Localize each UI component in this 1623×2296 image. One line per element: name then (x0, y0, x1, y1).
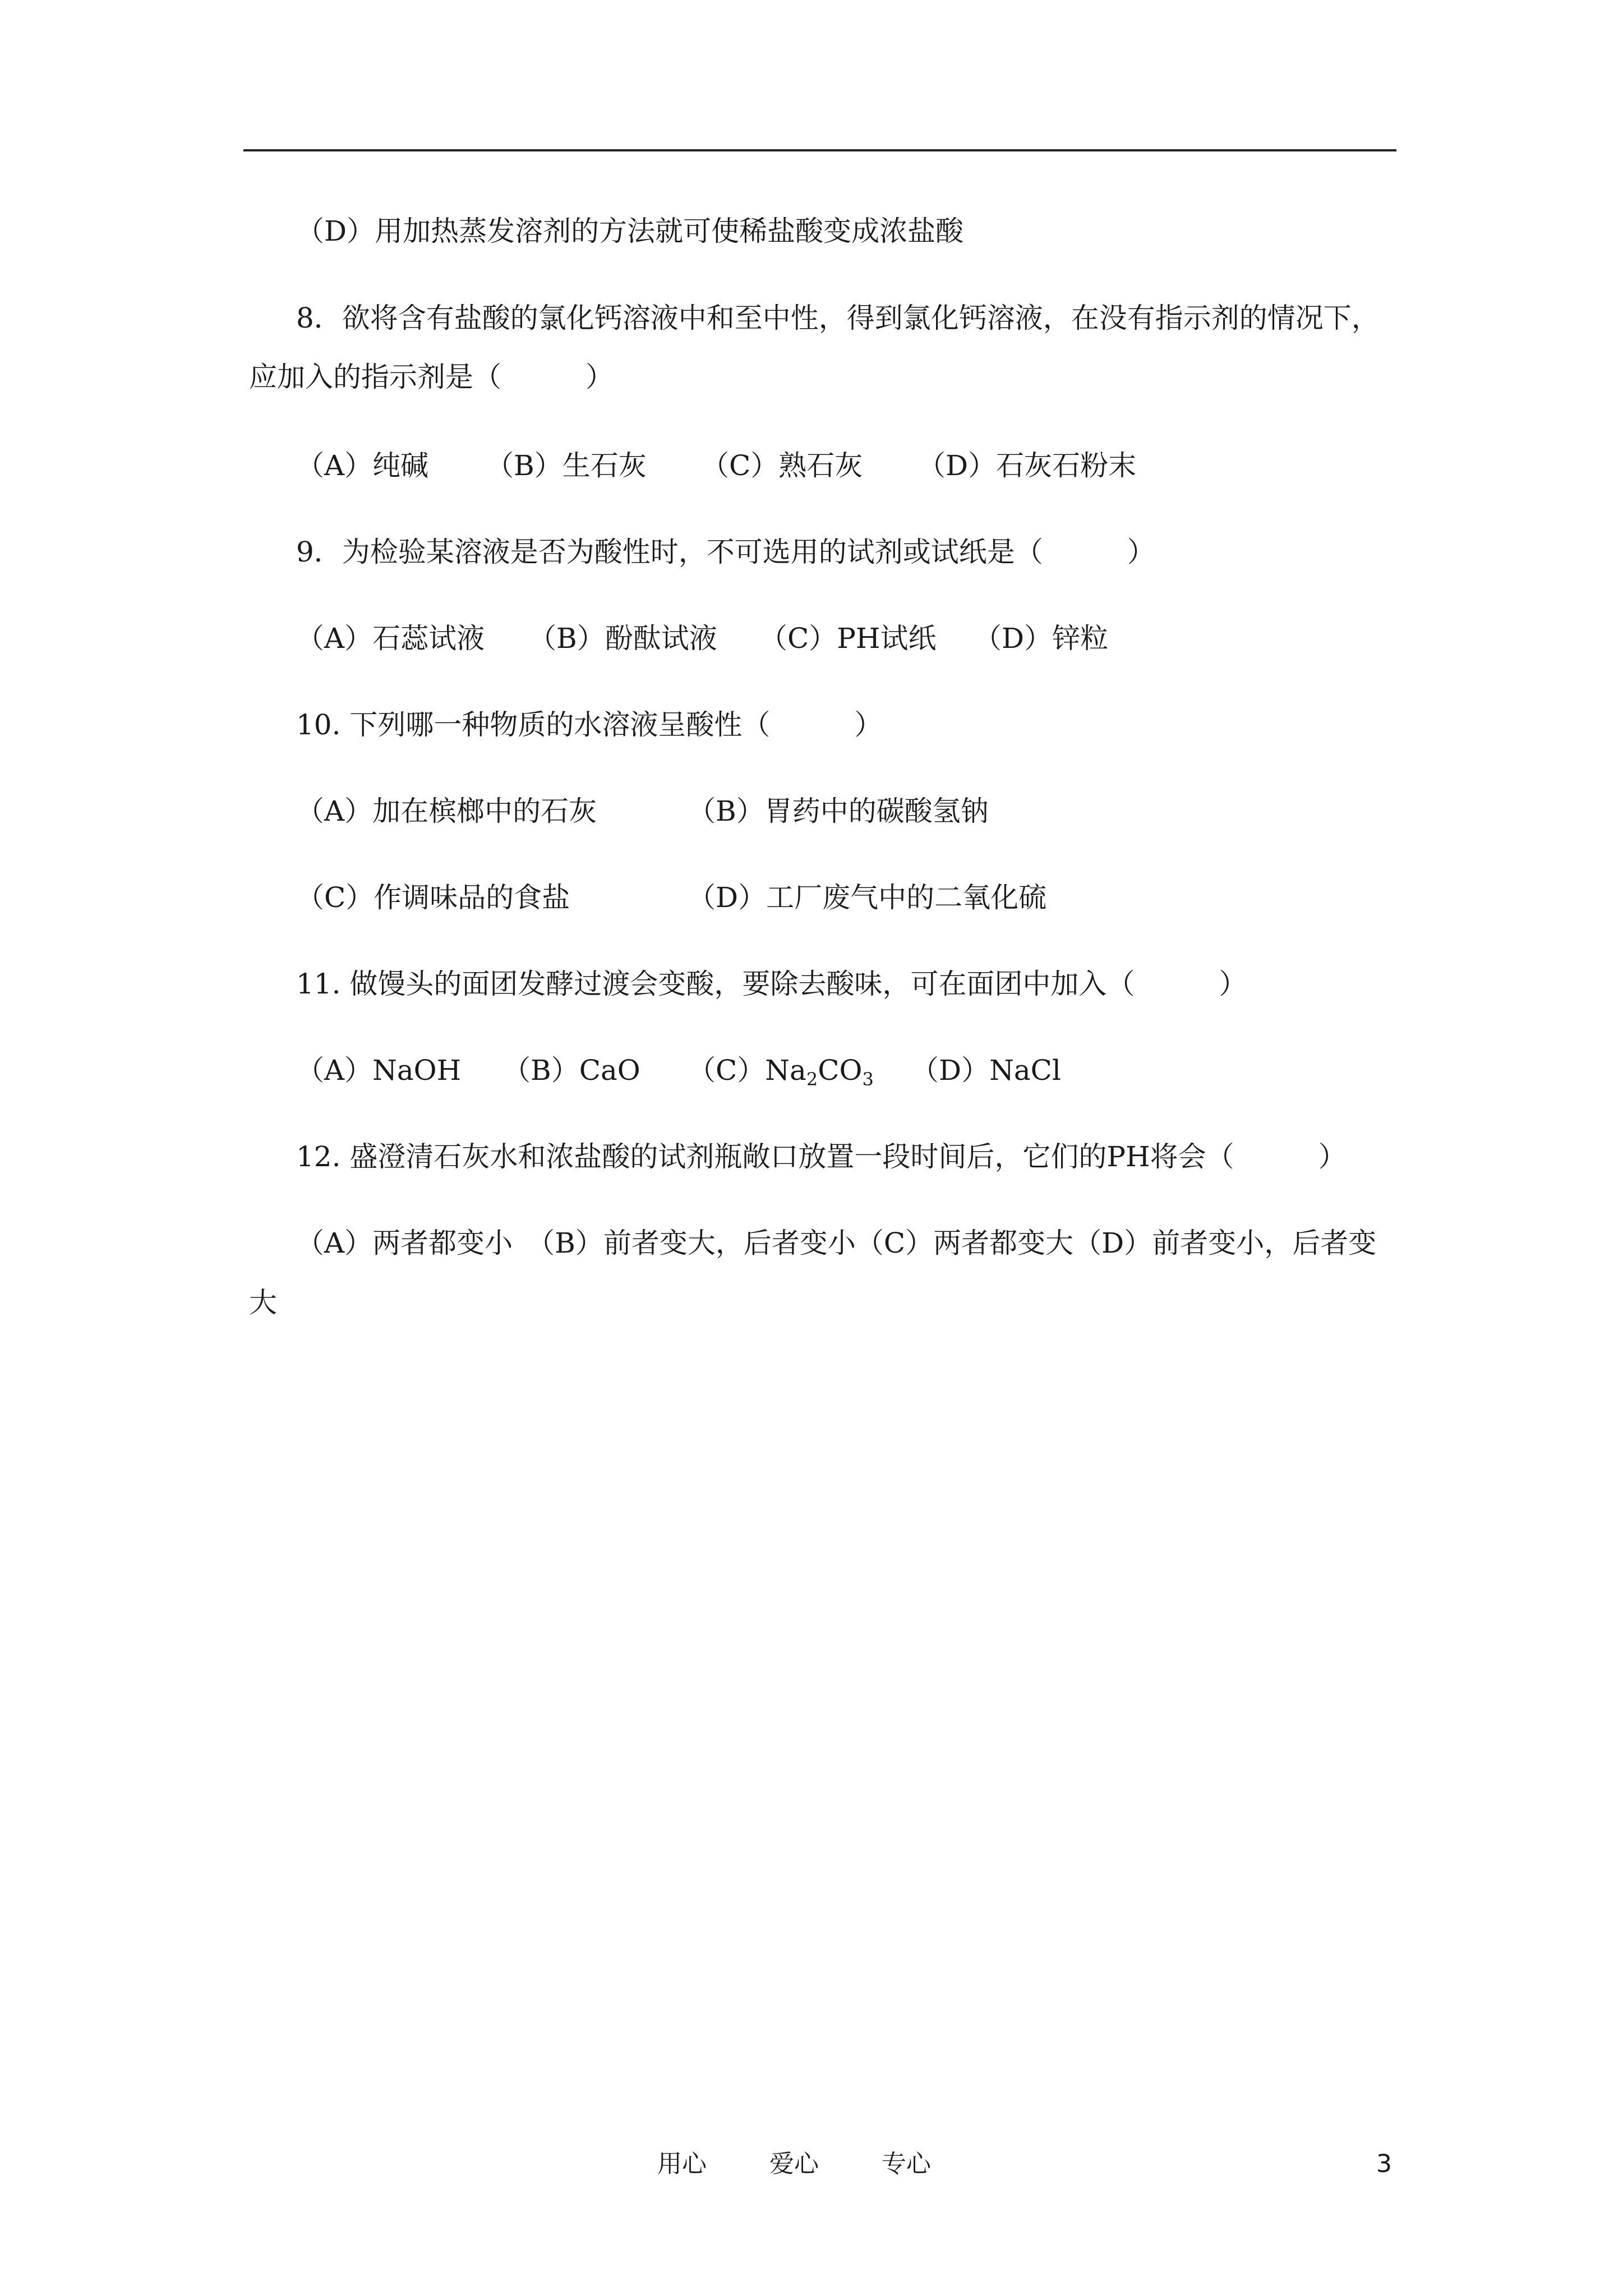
header-rule (243, 149, 1396, 151)
footer-motto-middle: 爱心 (769, 2150, 819, 2178)
q10-stem: 10. 下列哪一种物质的水溶液呈酸性（ ） (296, 708, 883, 741)
q9-option-a: （A）石蕊试液 (296, 622, 485, 655)
q12-options-line1: （A）两者都变小 （B）前者变大，后者变小（C）两者都变大（D）前者变小，后者变 (296, 1227, 1377, 1259)
q8-option-c: （C）熟石灰 (701, 449, 863, 482)
q10-option-d: （D）工厂废气中的二氧化硫 (688, 881, 1047, 914)
q11-option-a: （A）NaOH (296, 1054, 462, 1087)
q10-option-b: （B）胃药中的碳酸氢钠 (688, 795, 989, 827)
q11-option-d: （D）NaCl (911, 1054, 1061, 1087)
q8-stem-line2: 应加入的指示剂是（ ） (249, 361, 614, 393)
q9-stem: 9．为检验某溶液是否为酸性时，不可选用的试剂或试纸是（ ） (296, 536, 1155, 568)
q11-option-b: （B）CaO (502, 1054, 640, 1087)
q7-option-d: （D）用加热蒸发溶剂的方法就可使稀盐酸变成浓盐酸 (296, 215, 964, 247)
q8-option-a: （A）纯碱 (296, 449, 429, 482)
q8-stem-line1: 8．欲将含有盐酸的氯化钙溶液中和至中性，得到氯化钙溶液，在没有指示剂的情况下， (296, 302, 1380, 334)
q12-options-line2: 大 (249, 1286, 277, 1319)
q8-option-b: （B）生石灰 (486, 449, 647, 482)
q11-option-c: $(C)Na_2CO_3$ (688, 1054, 874, 1090)
q11-stem: 11. 做馒头的面团发酵过渡会变酸，要除去酸味，可在面团中加入（ ） (296, 968, 1247, 1000)
page-number: 3 (1376, 2150, 1392, 2178)
q10-option-a: （A）加在槟榔中的石灰 (296, 795, 597, 827)
q9-option-b: （B）酚酞试液 (528, 622, 717, 655)
footer-motto-left: 用心 (657, 2150, 707, 2178)
q8-option-d: （D）石灰石粉末 (917, 449, 1137, 482)
q12-stem: 12. 盛澄清石灰水和浓盐酸的试剂瓶敞口放置一段时间后，它们的PH将会（ ） (296, 1140, 1347, 1173)
q10-option-c: （C）作调味品的食盐 (296, 881, 570, 914)
q9-option-c: （C）PH试纸 (759, 622, 937, 655)
footer-motto-right: 专心 (882, 2150, 931, 2178)
q9-option-d: （D）锌粒 (974, 622, 1109, 655)
